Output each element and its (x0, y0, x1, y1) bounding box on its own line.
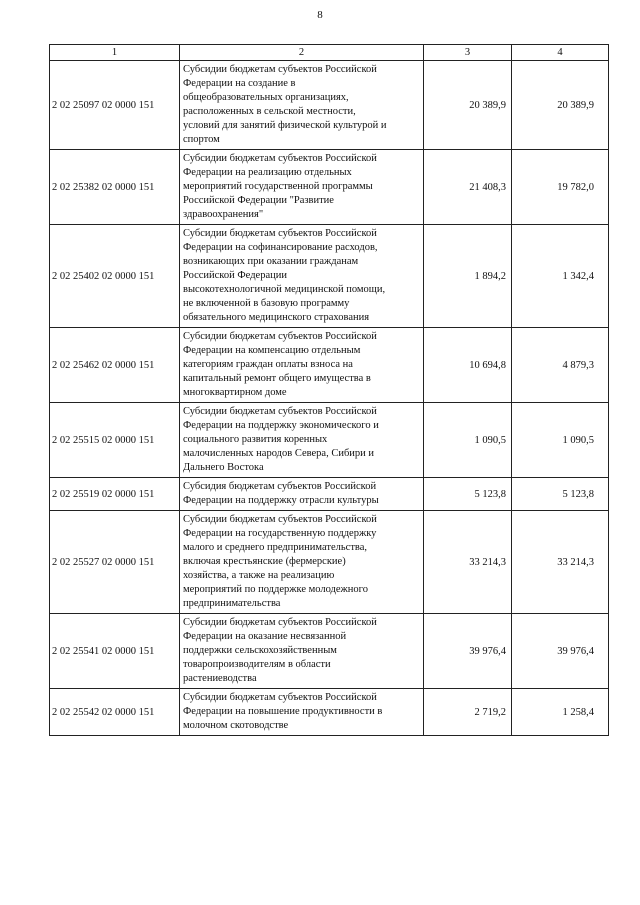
description-line: включая крестьянские (фермерские) (183, 556, 346, 567)
table-row (50, 225, 609, 328)
amount-column-3-cell: 1 090,5 (424, 403, 512, 478)
description-line: растениеводства (183, 673, 257, 684)
budget-code-cell: 2 02 25519 02 0000 151 (50, 478, 180, 511)
description-line: расположенных в сельской местности, (183, 106, 356, 117)
description-line: мероприятий по поддержке молодежного (183, 584, 368, 595)
description-line: хозяйства, а также на реализацию (183, 570, 335, 581)
table-row (50, 614, 609, 689)
description-line: Федерации на оказание несвязанной (183, 631, 347, 642)
column-header-4: 4 (512, 45, 609, 61)
amount-column-3-cell: 21 408,3 (424, 150, 512, 225)
amount-column-3-cell: 10 694,8 (424, 328, 512, 403)
description-line: не включенной в базовую программу (183, 298, 350, 309)
description-line: здравоохранения" (183, 209, 264, 220)
amount-column-4-cell: 33 214,3 (512, 511, 609, 614)
page-number: 8 (317, 9, 323, 21)
table-row (50, 689, 609, 736)
description-line: предпринимательства (183, 598, 281, 609)
amount-column-4-cell: 20 389,9 (512, 61, 609, 150)
description-line: Российской Федерации (183, 270, 287, 281)
description-cell (180, 61, 424, 150)
description-cell (180, 150, 424, 225)
table-row (50, 478, 609, 511)
description-line: Субсидии бюджетам субъектов Российской (183, 514, 377, 525)
description-cell (180, 225, 424, 328)
description-line: Субсидии бюджетам субъектов Российской (183, 692, 377, 703)
description-line: возникающих при оказании гражданам (183, 256, 359, 267)
amount-column-4-cell: 4 879,3 (512, 328, 609, 403)
description-line: капитальный ремонт общего имущества в (183, 373, 371, 384)
amount-column-4-cell: 19 782,0 (512, 150, 609, 225)
description-line: Федерации на повышение продуктивности в (183, 706, 383, 717)
amount-column-4-cell: 39 976,4 (512, 614, 609, 689)
description-line: общеобразовательных организациях, (183, 92, 349, 103)
description-line: социального развития коренных (183, 434, 328, 445)
description-line: Субсидии бюджетам субъектов Российской (183, 617, 377, 628)
column-header-3: 3 (424, 45, 512, 61)
amount-column-3-cell: 39 976,4 (424, 614, 512, 689)
budget-code-cell: 2 02 25515 02 0000 151 (50, 403, 180, 478)
budget-code-cell: 2 02 25382 02 0000 151 (50, 150, 180, 225)
description-line: категориям граждан оплаты взноса на (183, 359, 353, 370)
description-line: условий для занятий физической культурой и (183, 120, 387, 131)
amount-column-3-cell: 5 123,8 (424, 478, 512, 511)
table-row (50, 403, 609, 478)
description-line: Федерации на поддержку экономического и (183, 420, 379, 431)
description-line: Дальнего Востока (183, 462, 264, 473)
description-line: поддержки сельскохозяйственным (183, 645, 337, 656)
description-line: малого и среднего предпринимательства, (183, 542, 368, 553)
column-header-2: 2 (180, 45, 424, 61)
description-cell (180, 689, 424, 736)
description-line: обязательного медицинского страхования (183, 312, 370, 323)
amount-column-4-cell: 1 342,4 (512, 225, 609, 328)
description-line: Федерации на поддержку отрасли культуры (183, 495, 379, 506)
amount-column-3-cell: 33 214,3 (424, 511, 512, 614)
description-line: Субсидии бюджетам субъектов Российской (183, 64, 377, 75)
amount-column-4-cell: 5 123,8 (512, 478, 609, 511)
amount-column-4-cell: 1 258,4 (512, 689, 609, 736)
description-line: Субсидии бюджетам субъектов Российской (183, 331, 377, 342)
budget-code-cell: 2 02 25542 02 0000 151 (50, 689, 180, 736)
description-line: малочисленных народов Севера, Сибири и (183, 448, 375, 459)
table-header-row (50, 45, 609, 61)
budget-code-cell: 2 02 25462 02 0000 151 (50, 328, 180, 403)
description-line: высокотехнологичной медицинской помощи, (183, 284, 386, 295)
description-line: Федерации на государственную поддержку (183, 528, 377, 539)
description-line: молочном скотоводстве (183, 720, 289, 731)
budget-code-cell: 2 02 25402 02 0000 151 (50, 225, 180, 328)
budget-code-cell: 2 02 25527 02 0000 151 (50, 511, 180, 614)
table-row (50, 511, 609, 614)
description-line: Российской Федерации "Развитие (183, 195, 334, 206)
description-line: Федерации на создание в (183, 78, 296, 89)
budget-code-cell: 2 02 25541 02 0000 151 (50, 614, 180, 689)
column-header-1: 1 (50, 45, 180, 61)
description-line: Федерации на реализацию отдельных (183, 167, 352, 178)
table-row (50, 328, 609, 403)
description-line: Федерации на компенсацию отдельным (183, 345, 361, 356)
budget-table (49, 44, 609, 736)
description-line: Субсидии бюджетам субъектов Российской (183, 228, 377, 239)
description-line: спортом (183, 134, 220, 145)
description-line: Субсидии бюджетам субъектов Российской (183, 153, 377, 164)
description-line: Субсидии бюджетам субъектов Российской (183, 406, 377, 417)
description-line: многоквартирном доме (183, 387, 287, 398)
description-cell (180, 403, 424, 478)
description-line: Субсидия бюджетам субъектов Российской (183, 481, 377, 492)
amount-column-3-cell: 20 389,9 (424, 61, 512, 150)
amount-column-3-cell: 2 719,2 (424, 689, 512, 736)
amount-column-3-cell: 1 894,2 (424, 225, 512, 328)
description-cell (180, 511, 424, 614)
description-line: Федерации на софинансирование расходов, (183, 242, 378, 253)
description-cell (180, 478, 424, 511)
table-row (50, 150, 609, 225)
description-cell (180, 328, 424, 403)
budget-code-cell: 2 02 25097 02 0000 151 (50, 61, 180, 150)
amount-column-4-cell: 1 090,5 (512, 403, 609, 478)
description-cell (180, 614, 424, 689)
description-line: товаропроизводителям в области (183, 659, 331, 670)
table-row (50, 61, 609, 150)
description-line: мероприятий государственной программы (183, 181, 373, 192)
